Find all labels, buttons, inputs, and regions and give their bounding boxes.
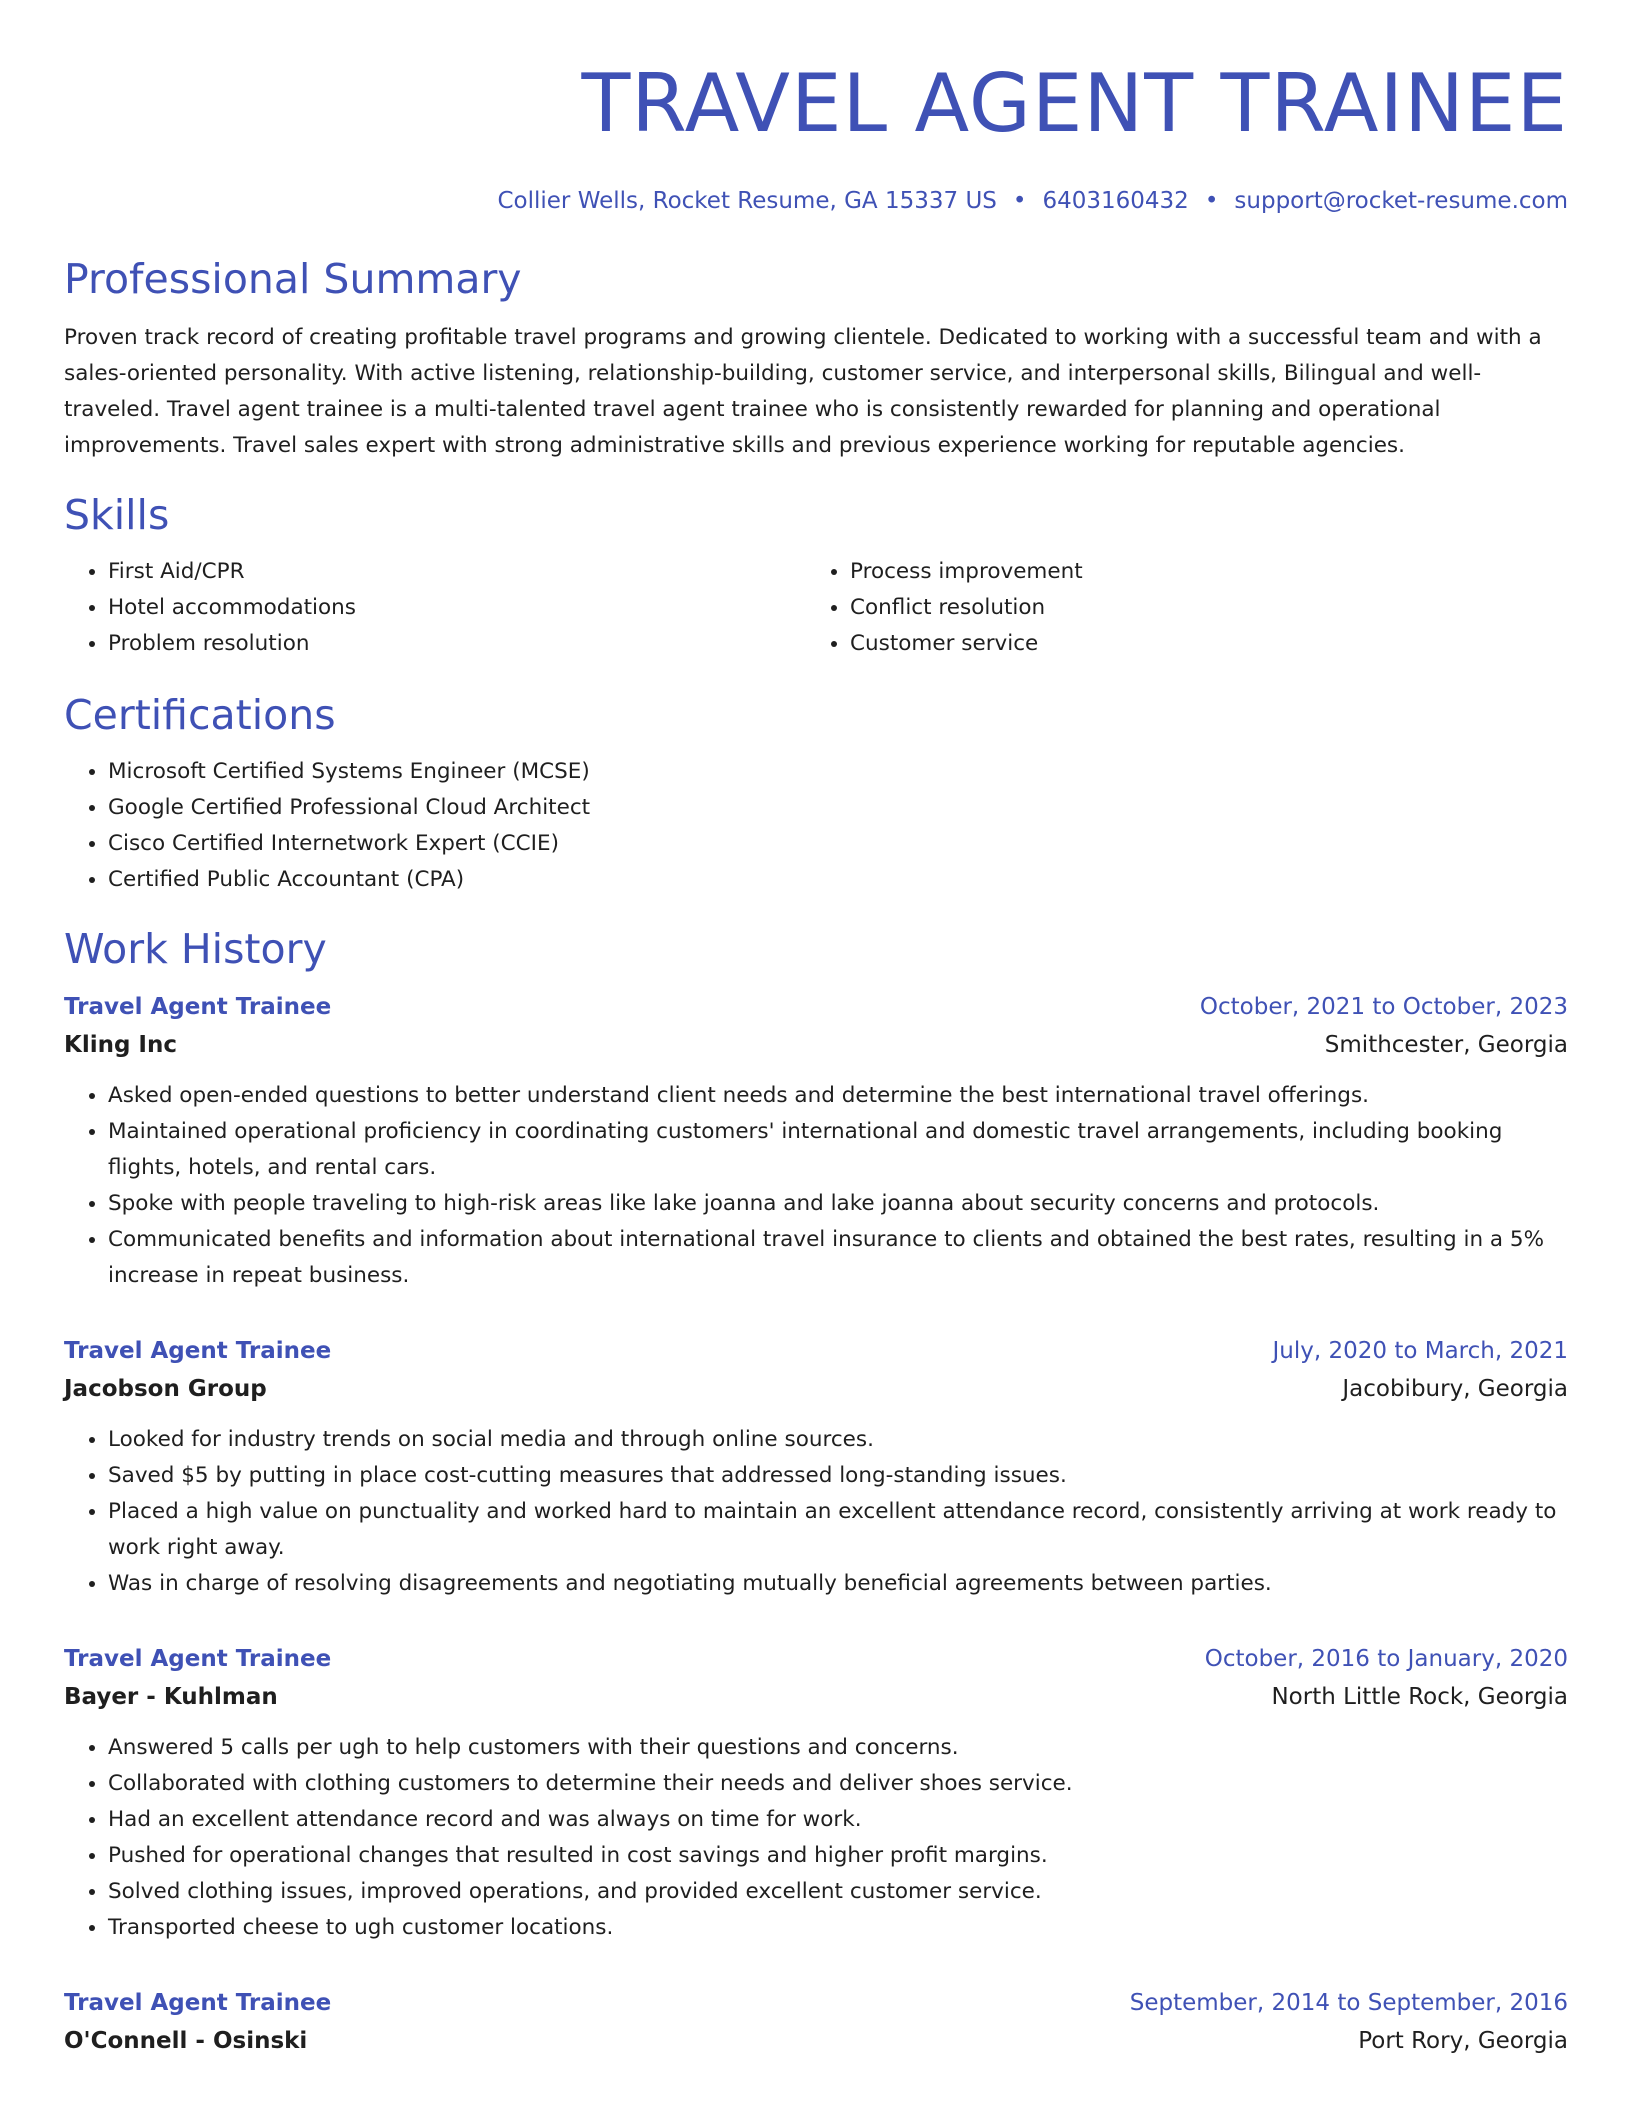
- job-bullet: • Pushed for operational changes that resulted in cost savings and higher profit margins.: [108, 1838, 1568, 1874]
- job-bullet: • Asked open-ended questions to better understand client needs and determine the best international travel offerings.: [108, 1078, 1568, 1114]
- job-company-row: [64, 1026, 1568, 1064]
- job-dates: July, 2020 to March, 2021: [1272, 1338, 1568, 1364]
- job-bullets: [64, 1078, 1568, 1294]
- job-company: Bayer - Kuhlman: [64, 1684, 278, 1710]
- skills-column-right: [806, 554, 1548, 662]
- skills-column-left: [64, 554, 806, 662]
- skills-section: [64, 490, 1568, 662]
- job-entry: [64, 988, 1568, 1294]
- certifications-section: [64, 690, 1568, 898]
- job-title-row: [64, 988, 1568, 1026]
- job-bullet: • Maintained operational proficiency in coordinating customers' international and domestic travel arrangements, including booking flights, hotels, and rental cars.: [108, 1114, 1568, 1186]
- job-location: Jacobibury, Georgia: [1342, 1376, 1568, 1402]
- job-bullet: • Answered 5 calls per ugh to help customers with their questions and concerns.: [108, 1730, 1568, 1766]
- resume-title: TRAVEL AGENT TRAINEE: [581, 57, 1568, 150]
- job-bullet: • Had an excellent attendance record and was always on time for work.: [108, 1802, 1568, 1838]
- job-bullets: [64, 1422, 1568, 1602]
- skill-item: • Process improvement: [850, 554, 1548, 590]
- contact-separator: •: [1012, 188, 1027, 214]
- resume-page: [64, 0, 1568, 2060]
- job-bullets: [64, 1730, 1568, 1946]
- contact-separator: •: [1204, 188, 1219, 214]
- job-title: Travel Agent Trainee: [64, 1338, 332, 1364]
- contact-line: [64, 186, 1568, 216]
- job-company: Kling Inc: [64, 1032, 178, 1058]
- summary-heading: Professional Summary: [64, 255, 522, 303]
- job-bullet: • Looked for industry trends on social media and through online sources.: [108, 1422, 1568, 1458]
- job-entry: [64, 1640, 1568, 1946]
- skills-list-right: [806, 554, 1548, 662]
- job-dates: October, 2016 to January, 2020: [1204, 1646, 1568, 1672]
- job-company: Jacobson Group: [64, 1376, 267, 1402]
- job-bullet: • Communicated benefits and information about international travel insurance to clients and obtained the best rates, resulting in a 5% increase in repeat business.: [108, 1222, 1568, 1294]
- job-title-row: [64, 1640, 1568, 1678]
- certification-item: • Cisco Certified Internetwork Expert (CCIE): [108, 826, 1568, 862]
- job-title-row: [64, 1984, 1568, 2022]
- job-dates: September, 2014 to September, 2016: [1129, 1990, 1568, 2016]
- certifications-heading: Certifications: [64, 691, 336, 739]
- skills-heading: Skills: [64, 491, 170, 539]
- skill-item: • Hotel accommodations: [108, 590, 806, 626]
- certification-item: • Google Certified Professional Cloud Architect: [108, 790, 1568, 826]
- certification-item: • Certified Public Accountant (CPA): [108, 862, 1568, 898]
- resume-header: [64, 0, 1568, 216]
- summary-text: Proven track record of creating profitable travel programs and growing clientele. Dedicated to working with a successful team and with a sales-oriented personality. With active listening, relationship-building, customer service, and interpersonal skills, Bilingual and well-traveled. Travel agent trainee is a multi-talented travel agent trainee who is consistently rewarded for planning and operational improvements. Travel sales expert with strong administrative skills and previous experience working for reputable agencies.: [64, 325, 1542, 458]
- skill-item: • Problem resolution: [108, 626, 806, 662]
- job-company-row: [64, 1370, 1568, 1408]
- work-history-heading: Work History: [64, 925, 327, 973]
- job-title-row: [64, 1332, 1568, 1370]
- contact-email: support@rocket-resume.com: [1234, 188, 1568, 214]
- certifications-list: [64, 754, 1568, 898]
- job-bullet: • Solved clothing issues, improved operations, and provided excellent customer service.: [108, 1874, 1568, 1910]
- job-bullet: • Was in charge of resolving disagreements and negotiating mutually beneficial agreements between parties.: [108, 1566, 1568, 1602]
- job-company: O'Connell - Osinski: [64, 2028, 308, 2054]
- summary-section: [64, 254, 1568, 464]
- job-title: Travel Agent Trainee: [64, 1990, 332, 2016]
- skill-item: • First Aid/CPR: [108, 554, 806, 590]
- skill-item: • Conflict resolution: [850, 590, 1548, 626]
- job-company-row: [64, 2022, 1568, 2060]
- job-bullet: • Saved $5 by putting in place cost-cutting measures that addressed long-standing issues.: [108, 1458, 1568, 1494]
- job-entry: [64, 1332, 1568, 1602]
- skill-item: • Customer service: [850, 626, 1548, 662]
- job-entry: [64, 1984, 1568, 2060]
- job-location: North Little Rock, Georgia: [1271, 1684, 1568, 1710]
- work-history-section: [64, 924, 1568, 2060]
- job-company-row: [64, 1678, 1568, 1716]
- contact-phone: 6403160432: [1042, 188, 1189, 214]
- skills-grid: [64, 554, 1568, 662]
- job-bullet: • Placed a high value on punctuality and worked hard to maintain an excellent attendance record, consistently arriving at work ready to work right away.: [108, 1494, 1568, 1566]
- job-title: Travel Agent Trainee: [64, 994, 332, 1020]
- job-bullet: • Transported cheese to ugh customer locations.: [108, 1910, 1568, 1946]
- job-dates: October, 2021 to October, 2023: [1199, 994, 1568, 1020]
- skills-list-left: [64, 554, 806, 662]
- job-title: Travel Agent Trainee: [64, 1646, 332, 1672]
- contact-address: Collier Wells, Rocket Resume, GA 15337 US: [497, 188, 997, 214]
- certification-item: • Microsoft Certified Systems Engineer (MCSE): [108, 754, 1568, 790]
- job-bullet: • Spoke with people traveling to high-risk areas like lake joanna and lake joanna about security concerns and protocols.: [108, 1186, 1568, 1222]
- job-location: Smithcester, Georgia: [1324, 1032, 1568, 1058]
- job-bullet: • Collaborated with clothing customers to determine their needs and deliver shoes service.: [108, 1766, 1568, 1802]
- job-location: Port Rory, Georgia: [1358, 2028, 1568, 2054]
